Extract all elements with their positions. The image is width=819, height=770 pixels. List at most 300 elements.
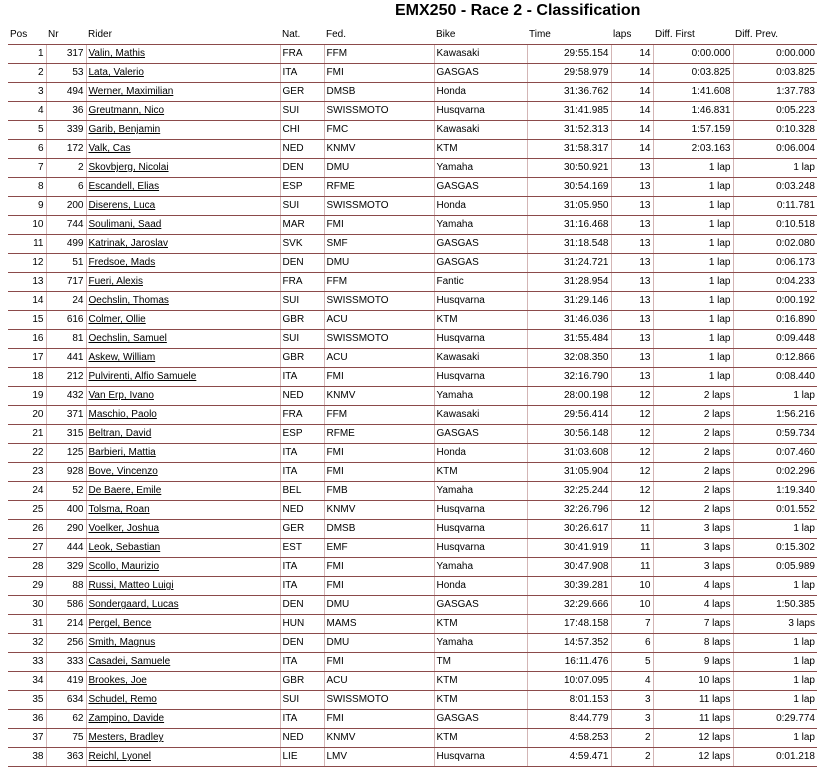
cell-pos: 6	[8, 140, 46, 159]
cell-fed: FMI	[324, 577, 434, 596]
cell-diff-first: 1 lap	[653, 254, 733, 273]
cell-diff-first: 4 laps	[653, 596, 733, 615]
cell-nr: 51	[46, 254, 86, 273]
cell-fed: DMU	[324, 254, 434, 273]
rider-link[interactable]: Barbieri, Mattia	[86, 444, 280, 463]
rider-link[interactable]: Maschio, Paolo	[86, 406, 280, 425]
cell-fed: SWISSMOTO	[324, 691, 434, 710]
cell-diff-prev: 0:07.460	[733, 444, 817, 463]
cell-time: 31:52.313	[527, 121, 611, 140]
cell-time: 30:54.169	[527, 178, 611, 197]
cell-bike: Honda	[434, 197, 527, 216]
cell-pos: 17	[8, 349, 46, 368]
table-row	[8, 710, 817, 729]
cell-laps: 2	[611, 729, 653, 748]
cell-time: 28:00.198	[527, 387, 611, 406]
cell-diff-prev: 1:50.385	[733, 596, 817, 615]
header-rider: Rider	[86, 26, 280, 45]
cell-nat: SUI	[280, 691, 324, 710]
rider-link[interactable]: Reichl, Lyonel	[86, 748, 280, 767]
cell-laps: 12	[611, 482, 653, 501]
cell-nat: HUN	[280, 615, 324, 634]
cell-laps: 12	[611, 406, 653, 425]
cell-laps: 6	[611, 634, 653, 653]
rider-link[interactable]: Leok, Sebastian	[86, 539, 280, 558]
cell-nat: FRA	[280, 45, 324, 64]
cell-time: 31:55.484	[527, 330, 611, 349]
cell-nat: DEN	[280, 634, 324, 653]
cell-laps: 3	[611, 710, 653, 729]
cell-nr: 290	[46, 520, 86, 539]
rider-link[interactable]: Askew, William	[86, 349, 280, 368]
table-row	[8, 615, 817, 634]
cell-nr: 400	[46, 501, 86, 520]
cell-diff-prev: 0:12.866	[733, 349, 817, 368]
cell-fed: FMI	[324, 444, 434, 463]
cell-nr: 36	[46, 102, 86, 121]
cell-nr: 88	[46, 577, 86, 596]
cell-laps: 13	[611, 197, 653, 216]
cell-time: 8:44.779	[527, 710, 611, 729]
table-row	[8, 235, 817, 254]
cell-bike: GASGAS	[434, 254, 527, 273]
cell-laps: 12	[611, 463, 653, 482]
rider-link[interactable]: Skovbjerg, Nicolai	[86, 159, 280, 178]
cell-diff-prev: 3 laps	[733, 615, 817, 634]
cell-nat: BEL	[280, 482, 324, 501]
cell-bike: GASGAS	[434, 235, 527, 254]
cell-fed: FMI	[324, 216, 434, 235]
cell-time: 31:41.985	[527, 102, 611, 121]
cell-diff-prev: 1 lap	[733, 672, 817, 691]
cell-diff-prev: 1 lap	[733, 159, 817, 178]
cell-diff-first: 1 lap	[653, 368, 733, 387]
rider-link[interactable]: Fueri, Alexis	[86, 273, 280, 292]
rider-link[interactable]: Katrinak, Jaroslav	[86, 235, 280, 254]
rider-link[interactable]: Pergel, Bence	[86, 615, 280, 634]
rider-link[interactable]: Van Erp, Ivano	[86, 387, 280, 406]
rider-link[interactable]: Voelker, Joshua	[86, 520, 280, 539]
rider-link[interactable]: Greutmann, Nico	[86, 102, 280, 121]
cell-laps: 13	[611, 311, 653, 330]
cell-diff-prev: 1:56.216	[733, 406, 817, 425]
cell-nr: 444	[46, 539, 86, 558]
table-row	[8, 729, 817, 748]
cell-diff-prev: 0:08.440	[733, 368, 817, 387]
cell-diff-prev: 0:02.296	[733, 463, 817, 482]
cell-fed: ACU	[324, 311, 434, 330]
cell-bike: GASGAS	[434, 178, 527, 197]
rider-link[interactable]: Tolsma, Roan	[86, 501, 280, 520]
cell-diff-first: 1 lap	[653, 292, 733, 311]
cell-laps: 13	[611, 349, 653, 368]
cell-diff-first: 4 laps	[653, 577, 733, 596]
table-row	[8, 634, 817, 653]
rider-link[interactable]: Soulimani, Saad	[86, 216, 280, 235]
cell-pos: 18	[8, 368, 46, 387]
cell-diff-first: 2 laps	[653, 501, 733, 520]
cell-fed: FFM	[324, 273, 434, 292]
cell-fed: SMF	[324, 235, 434, 254]
table-row	[8, 691, 817, 710]
cell-pos: 8	[8, 178, 46, 197]
cell-diff-prev: 0:29.774	[733, 710, 817, 729]
cell-diff-prev: 0:05.223	[733, 102, 817, 121]
cell-pos: 13	[8, 273, 46, 292]
rider-link[interactable]: Mesters, Bradley	[86, 729, 280, 748]
rider-link[interactable]: Pulvirenti, Alfio Samuele	[86, 368, 280, 387]
cell-nr: 53	[46, 64, 86, 83]
cell-nat: GER	[280, 520, 324, 539]
cell-time: 31:05.950	[527, 197, 611, 216]
cell-pos: 9	[8, 197, 46, 216]
cell-pos: 35	[8, 691, 46, 710]
cell-nat: NED	[280, 387, 324, 406]
cell-diff-first: 0:03.825	[653, 64, 733, 83]
table-row	[8, 425, 817, 444]
cell-time: 32:08.350	[527, 349, 611, 368]
cell-bike: Kawasaki	[434, 45, 527, 64]
cell-nr: 717	[46, 273, 86, 292]
table-row	[8, 216, 817, 235]
cell-pos: 16	[8, 330, 46, 349]
cell-nat: ITA	[280, 577, 324, 596]
cell-diff-first: 1 lap	[653, 349, 733, 368]
table-row	[8, 292, 817, 311]
cell-diff-prev: 0:06.173	[733, 254, 817, 273]
cell-bike: Honda	[434, 444, 527, 463]
cell-time: 31:24.721	[527, 254, 611, 273]
cell-diff-first: 3 laps	[653, 558, 733, 577]
cell-pos: 20	[8, 406, 46, 425]
table-row	[8, 387, 817, 406]
cell-pos: 11	[8, 235, 46, 254]
cell-nr: 62	[46, 710, 86, 729]
cell-diff-first: 1 lap	[653, 311, 733, 330]
cell-pos: 14	[8, 292, 46, 311]
cell-nr: 125	[46, 444, 86, 463]
table-row	[8, 444, 817, 463]
cell-fed: FMC	[324, 121, 434, 140]
cell-nr: 52	[46, 482, 86, 501]
cell-diff-first: 3 laps	[653, 539, 733, 558]
cell-nat: GER	[280, 83, 324, 102]
rider-link[interactable]: Zampino, Davide	[86, 710, 280, 729]
cell-pos: 2	[8, 64, 46, 83]
cell-nat: ITA	[280, 710, 324, 729]
cell-time: 31:36.762	[527, 83, 611, 102]
cell-pos: 30	[8, 596, 46, 615]
cell-fed: EMF	[324, 539, 434, 558]
cell-time: 31:46.036	[527, 311, 611, 330]
cell-bike: GASGAS	[434, 425, 527, 444]
cell-laps: 5	[611, 653, 653, 672]
cell-time: 32:29.666	[527, 596, 611, 615]
rider-link[interactable]: Werner, Maximilian	[86, 83, 280, 102]
cell-diff-first: 1 lap	[653, 178, 733, 197]
rider-link[interactable]: De Baere, Emile	[86, 482, 280, 501]
cell-nat: MAR	[280, 216, 324, 235]
cell-laps: 10	[611, 596, 653, 615]
cell-laps: 13	[611, 178, 653, 197]
cell-diff-prev: 1:19.340	[733, 482, 817, 501]
cell-diff-prev: 1 lap	[733, 577, 817, 596]
cell-diff-prev: 0:03.825	[733, 64, 817, 83]
cell-laps: 11	[611, 539, 653, 558]
table-row	[8, 178, 817, 197]
cell-pos: 25	[8, 501, 46, 520]
rider-link[interactable]: Fredsoe, Mads	[86, 254, 280, 273]
page-header	[0, 2, 819, 24]
cell-diff-prev: 0:59.734	[733, 425, 817, 444]
cell-diff-prev: 0:09.448	[733, 330, 817, 349]
cell-diff-prev: 0:02.080	[733, 235, 817, 254]
cell-laps: 12	[611, 387, 653, 406]
cell-pos: 24	[8, 482, 46, 501]
cell-bike: GASGAS	[434, 64, 527, 83]
rider-link[interactable]: Valk, Cas	[86, 140, 280, 159]
table-row	[8, 83, 817, 102]
cell-bike: KTM	[434, 140, 527, 159]
cell-fed: DMSB	[324, 520, 434, 539]
cell-diff-first: 10 laps	[653, 672, 733, 691]
cell-bike: KTM	[434, 691, 527, 710]
cell-nr: 494	[46, 83, 86, 102]
cell-time: 29:55.154	[527, 45, 611, 64]
table-row	[8, 653, 817, 672]
cell-time: 4:58.253	[527, 729, 611, 748]
cell-time: 29:56.414	[527, 406, 611, 425]
cell-time: 16:11.476	[527, 653, 611, 672]
cell-diff-prev: 1 lap	[733, 520, 817, 539]
cell-nr: 432	[46, 387, 86, 406]
classification-table	[8, 26, 817, 767]
cell-time: 32:26.796	[527, 501, 611, 520]
cell-fed: DMU	[324, 596, 434, 615]
cell-nat: GBR	[280, 672, 324, 691]
cell-fed: LMV	[324, 748, 434, 767]
cell-nat: GBR	[280, 349, 324, 368]
cell-fed: KNMV	[324, 387, 434, 406]
cell-diff-prev: 0:00.192	[733, 292, 817, 311]
cell-laps: 13	[611, 235, 653, 254]
cell-pos: 15	[8, 311, 46, 330]
cell-diff-prev: 1:37.783	[733, 83, 817, 102]
table-row	[8, 501, 817, 520]
cell-diff-first: 7 laps	[653, 615, 733, 634]
page-title: EMX250 - Race 2 - Classification	[395, 2, 641, 19]
cell-time: 30:39.281	[527, 577, 611, 596]
table-row	[8, 330, 817, 349]
cell-laps: 14	[611, 121, 653, 140]
cell-laps: 13	[611, 330, 653, 349]
cell-nat: SUI	[280, 197, 324, 216]
cell-nr: 616	[46, 311, 86, 330]
cell-time: 30:26.617	[527, 520, 611, 539]
cell-diff-first: 1 lap	[653, 273, 733, 292]
cell-time: 8:01.153	[527, 691, 611, 710]
cell-bike: Yamaha	[434, 159, 527, 178]
cell-time: 31:03.608	[527, 444, 611, 463]
table-row	[8, 140, 817, 159]
cell-bike: GASGAS	[434, 710, 527, 729]
cell-diff-prev: 0:11.781	[733, 197, 817, 216]
table-row	[8, 539, 817, 558]
rider-link[interactable]: Casadei, Samuele	[86, 653, 280, 672]
rider-link[interactable]: Smith, Magnus	[86, 634, 280, 653]
table-row	[8, 273, 817, 292]
cell-time: 14:57.352	[527, 634, 611, 653]
cell-diff-first: 1 lap	[653, 159, 733, 178]
cell-time: 10:07.095	[527, 672, 611, 691]
cell-nr: 256	[46, 634, 86, 653]
rider-link[interactable]: Diserens, Luca	[86, 197, 280, 216]
cell-pos: 37	[8, 729, 46, 748]
cell-laps: 13	[611, 254, 653, 273]
cell-laps: 13	[611, 368, 653, 387]
cell-nat: ITA	[280, 463, 324, 482]
cell-bike: Kawasaki	[434, 406, 527, 425]
cell-bike: Husqvarna	[434, 102, 527, 121]
cell-diff-first: 0:00.000	[653, 45, 733, 64]
cell-fed: DMU	[324, 159, 434, 178]
rider-link[interactable]: Oechslin, Samuel	[86, 330, 280, 349]
table-row	[8, 520, 817, 539]
cell-nat: ITA	[280, 64, 324, 83]
rider-link[interactable]: Beltran, David	[86, 425, 280, 444]
cell-diff-first: 2 laps	[653, 425, 733, 444]
cell-diff-first: 11 laps	[653, 691, 733, 710]
cell-nr: 6	[46, 178, 86, 197]
rider-link[interactable]: Brookes, Joe	[86, 672, 280, 691]
cell-fed: FMI	[324, 463, 434, 482]
cell-bike: Honda	[434, 83, 527, 102]
cell-diff-prev: 0:10.328	[733, 121, 817, 140]
table-row	[8, 368, 817, 387]
rider-link[interactable]: Sondergaard, Lucas	[86, 596, 280, 615]
cell-fed: SWISSMOTO	[324, 330, 434, 349]
cell-nr: 317	[46, 45, 86, 64]
rider-link[interactable]: Schudel, Remo	[86, 691, 280, 710]
cell-time: 30:41.919	[527, 539, 611, 558]
cell-fed: FMB	[324, 482, 434, 501]
cell-laps: 14	[611, 83, 653, 102]
cell-fed: KNMV	[324, 501, 434, 520]
rider-link[interactable]: Oechslin, Thomas	[86, 292, 280, 311]
cell-pos: 19	[8, 387, 46, 406]
cell-nr: 315	[46, 425, 86, 444]
cell-fed: FFM	[324, 406, 434, 425]
rider-link[interactable]: Bove, Vincenzo	[86, 463, 280, 482]
cell-time: 17:48.158	[527, 615, 611, 634]
cell-nat: DEN	[280, 254, 324, 273]
cell-time: 4:59.471	[527, 748, 611, 767]
table-row	[8, 463, 817, 482]
cell-diff-prev: 0:03.248	[733, 178, 817, 197]
cell-fed: RFME	[324, 178, 434, 197]
cell-pos: 34	[8, 672, 46, 691]
rider-link[interactable]: Escandell, Elias	[86, 178, 280, 197]
cell-diff-prev: 1 lap	[733, 729, 817, 748]
rider-link[interactable]: Lata, Valerio	[86, 64, 280, 83]
cell-fed: ACU	[324, 349, 434, 368]
rider-link[interactable]: Russi, Matteo Luigi	[86, 577, 280, 596]
cell-fed: DMSB	[324, 83, 434, 102]
table-row	[8, 45, 817, 64]
cell-nat: CHI	[280, 121, 324, 140]
cell-nat: NED	[280, 140, 324, 159]
cell-fed: FMI	[324, 558, 434, 577]
rider-link[interactable]: Colmer, Ollie	[86, 311, 280, 330]
cell-diff-first: 1:41.608	[653, 83, 733, 102]
cell-laps: 14	[611, 45, 653, 64]
cell-bike: KTM	[434, 463, 527, 482]
cell-diff-first: 1 lap	[653, 216, 733, 235]
cell-diff-prev: 0:04.233	[733, 273, 817, 292]
cell-nat: FRA	[280, 273, 324, 292]
cell-bike: Honda	[434, 577, 527, 596]
cell-bike: Kawasaki	[434, 121, 527, 140]
cell-laps: 12	[611, 425, 653, 444]
cell-diff-first: 12 laps	[653, 748, 733, 767]
cell-diff-prev: 1 lap	[733, 653, 817, 672]
rider-link[interactable]: Valin, Mathis	[86, 45, 280, 64]
cell-time: 30:50.921	[527, 159, 611, 178]
cell-nat: DEN	[280, 596, 324, 615]
cell-pos: 36	[8, 710, 46, 729]
cell-nr: 172	[46, 140, 86, 159]
header-diff-first: Diff. First	[653, 26, 733, 45]
cell-laps: 2	[611, 748, 653, 767]
cell-nr: 363	[46, 748, 86, 767]
cell-nat: SUI	[280, 102, 324, 121]
cell-nr: 333	[46, 653, 86, 672]
cell-bike: Husqvarna	[434, 539, 527, 558]
cell-nr: 371	[46, 406, 86, 425]
cell-pos: 26	[8, 520, 46, 539]
cell-bike: KTM	[434, 311, 527, 330]
cell-bike: Yamaha	[434, 558, 527, 577]
table-row	[8, 102, 817, 121]
cell-time: 29:58.979	[527, 64, 611, 83]
rider-link[interactable]: Garib, Benjamin	[86, 121, 280, 140]
cell-fed: KNMV	[324, 729, 434, 748]
cell-nat: ITA	[280, 444, 324, 463]
cell-pos: 22	[8, 444, 46, 463]
cell-fed: ACU	[324, 672, 434, 691]
cell-diff-first: 2:03.163	[653, 140, 733, 159]
cell-diff-first: 1 lap	[653, 330, 733, 349]
table-body	[8, 45, 817, 767]
cell-time: 31:29.146	[527, 292, 611, 311]
table-row	[8, 254, 817, 273]
cell-nat: ITA	[280, 368, 324, 387]
cell-pos: 21	[8, 425, 46, 444]
cell-bike: GASGAS	[434, 596, 527, 615]
cell-time: 31:16.468	[527, 216, 611, 235]
cell-laps: 13	[611, 273, 653, 292]
cell-nat: FRA	[280, 406, 324, 425]
cell-diff-first: 8 laps	[653, 634, 733, 653]
rider-link[interactable]: Scollo, Maurizio	[86, 558, 280, 577]
cell-nr: 212	[46, 368, 86, 387]
header-diff-prev: Diff. Prev.	[733, 26, 817, 45]
header-laps: laps	[611, 26, 653, 45]
cell-nat: ESP	[280, 425, 324, 444]
cell-diff-first: 3 laps	[653, 520, 733, 539]
cell-laps: 11	[611, 520, 653, 539]
cell-bike: KTM	[434, 729, 527, 748]
